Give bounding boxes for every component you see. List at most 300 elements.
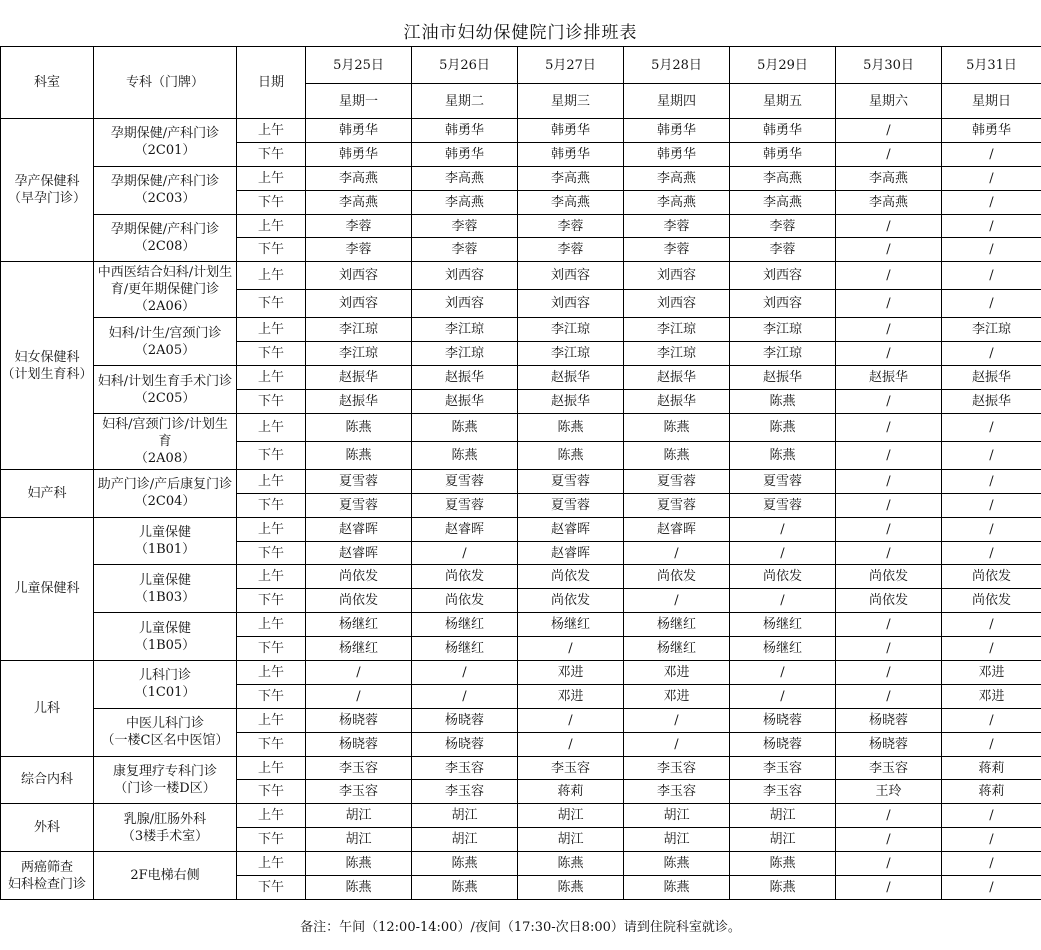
doctor-cell: 赵睿晖 xyxy=(412,517,518,541)
schedule-row xyxy=(1,262,1041,290)
doctor-cell: / xyxy=(836,637,942,661)
doctor-cell: 杨继红 xyxy=(624,637,730,661)
doctor-cell: 李高燕 xyxy=(836,190,942,214)
doctor-cell: 夏雪蓉 xyxy=(518,493,624,517)
period-cell: 下午 xyxy=(237,342,306,366)
doctor-cell: 尚依发 xyxy=(306,565,412,589)
period-cell: 上午 xyxy=(237,613,306,637)
doctor-cell: 杨晓蓉 xyxy=(836,708,942,732)
doctor-cell: 赵睿晖 xyxy=(624,517,730,541)
header-weekday-cell: 星期六 xyxy=(836,84,942,119)
header-date-cell: 5月30日 xyxy=(836,47,942,84)
doctor-cell: 李蓉 xyxy=(518,238,624,262)
doctor-cell: / xyxy=(836,318,942,342)
doctor-cell: / xyxy=(624,732,730,756)
doctor-cell: 李蓉 xyxy=(412,214,518,238)
doctor-cell: 杨继红 xyxy=(518,613,624,637)
doctor-cell: 邓进 xyxy=(942,684,1041,708)
doctor-cell: 胡江 xyxy=(518,828,624,852)
doctor-cell: 胡江 xyxy=(730,828,836,852)
header-date: 日期 xyxy=(237,47,306,119)
doctor-cell: 陈燕 xyxy=(730,390,836,414)
clinic-cell: 妇科/计划生育手术门诊 （2C05） xyxy=(94,366,237,414)
period-cell: 上午 xyxy=(237,517,306,541)
schedule-row xyxy=(1,565,1041,589)
footer-note: 备注：午间（12:00-14:00）/夜间（17:30-次日8:00）请到住院科室就诊。 xyxy=(300,920,741,935)
period-cell: 上午 xyxy=(237,413,306,441)
doctor-cell: / xyxy=(942,342,1041,366)
period-cell: 下午 xyxy=(237,390,306,414)
doctor-cell: 赵睿晖 xyxy=(518,541,624,565)
doctor-cell: / xyxy=(942,262,1041,290)
department-cell: 妇产科 xyxy=(1,469,94,517)
doctor-cell: 陈燕 xyxy=(412,852,518,876)
doctor-cell: 陈燕 xyxy=(730,876,836,900)
header-weekday-cell: 星期四 xyxy=(624,84,730,119)
doctor-cell: / xyxy=(730,661,836,685)
period-cell: 下午 xyxy=(237,684,306,708)
doctor-cell: 刘西容 xyxy=(306,290,412,318)
period-cell: 上午 xyxy=(237,366,306,390)
doctor-cell: / xyxy=(730,684,836,708)
doctor-cell: 李玉容 xyxy=(306,756,412,780)
doctor-cell: 陈燕 xyxy=(306,876,412,900)
doctor-cell: 杨继红 xyxy=(306,637,412,661)
doctor-cell: / xyxy=(730,589,836,613)
schedule-row xyxy=(1,756,1041,780)
doctor-cell: 杨晓蓉 xyxy=(412,708,518,732)
doctor-cell: 李高燕 xyxy=(306,190,412,214)
doctor-cell: 陈燕 xyxy=(306,852,412,876)
doctor-cell: / xyxy=(836,661,942,685)
doctor-cell: 赵振华 xyxy=(306,390,412,414)
header-weekday-cell: 星期五 xyxy=(730,84,836,119)
clinic-cell: 儿童保健 （1B05） xyxy=(94,613,237,661)
doctor-cell: 陈燕 xyxy=(518,852,624,876)
doctor-cell: 韩勇华 xyxy=(306,142,412,166)
doctor-cell: 杨晓蓉 xyxy=(730,732,836,756)
doctor-cell: 尚依发 xyxy=(836,589,942,613)
doctor-cell: / xyxy=(624,541,730,565)
doctor-cell: 李江琼 xyxy=(624,342,730,366)
doctor-cell: / xyxy=(942,541,1041,565)
doctor-cell: 陈燕 xyxy=(412,441,518,469)
doctor-cell: / xyxy=(518,637,624,661)
doctor-cell: 胡江 xyxy=(412,828,518,852)
doctor-cell: 李蓉 xyxy=(730,238,836,262)
doctor-cell: 李江琼 xyxy=(306,318,412,342)
header-date-cell: 5月29日 xyxy=(730,47,836,84)
doctor-cell: 刘西容 xyxy=(624,262,730,290)
doctor-cell: 韩勇华 xyxy=(412,119,518,143)
doctor-cell: 陈燕 xyxy=(412,413,518,441)
header-weekday-cell: 星期日 xyxy=(942,84,1041,119)
doctor-cell: 赵振华 xyxy=(836,366,942,390)
clinic-cell: 孕期保健/产科门诊 （2C03） xyxy=(94,166,237,214)
doctor-cell: / xyxy=(942,637,1041,661)
period-cell: 上午 xyxy=(237,469,306,493)
period-cell: 下午 xyxy=(237,732,306,756)
schedule-row xyxy=(1,661,1041,685)
doctor-cell: 李高燕 xyxy=(836,166,942,190)
header-dept: 科室 xyxy=(1,47,94,119)
doctor-cell: 李江琼 xyxy=(518,318,624,342)
doctor-cell: / xyxy=(942,142,1041,166)
doctor-cell: 夏雪蓉 xyxy=(412,493,518,517)
doctor-cell: 胡江 xyxy=(306,804,412,828)
doctor-cell: / xyxy=(942,828,1041,852)
doctor-cell: / xyxy=(836,262,942,290)
doctor-cell: 赵振华 xyxy=(518,366,624,390)
doctor-cell: 蒋莉 xyxy=(942,780,1041,804)
doctor-cell: 刘西容 xyxy=(730,290,836,318)
doctor-cell: / xyxy=(942,166,1041,190)
doctor-cell: 陈燕 xyxy=(306,441,412,469)
doctor-cell: 蒋莉 xyxy=(518,780,624,804)
doctor-cell: 赵振华 xyxy=(412,366,518,390)
doctor-cell: / xyxy=(412,541,518,565)
schedule-table xyxy=(0,46,1041,900)
doctor-cell: 杨晓蓉 xyxy=(836,732,942,756)
doctor-cell: 韩勇华 xyxy=(518,119,624,143)
doctor-cell: 尚依发 xyxy=(836,565,942,589)
period-cell: 下午 xyxy=(237,190,306,214)
clinic-cell: 儿童保健 （1B03） xyxy=(94,565,237,613)
header-date-cell: 5月28日 xyxy=(624,47,730,84)
clinic-cell: 中医儿科门诊 （一楼C区名中医馆） xyxy=(94,708,237,756)
header-specialty: 专科（门牌） xyxy=(94,47,237,119)
doctor-cell: 夏雪蓉 xyxy=(730,469,836,493)
department-cell: 妇女保健科 （计划生育科） xyxy=(1,262,94,470)
doctor-cell: 杨继红 xyxy=(412,637,518,661)
doctor-cell: 夏雪蓉 xyxy=(518,469,624,493)
doctor-cell: 王玲 xyxy=(836,780,942,804)
doctor-cell: 夏雪蓉 xyxy=(412,469,518,493)
doctor-cell: 尚依发 xyxy=(942,565,1041,589)
doctor-cell: 陈燕 xyxy=(730,852,836,876)
doctor-cell: 赵振华 xyxy=(412,390,518,414)
period-cell: 上午 xyxy=(237,708,306,732)
doctor-cell: 韩勇华 xyxy=(730,142,836,166)
doctor-cell: / xyxy=(836,469,942,493)
doctor-cell: 李玉容 xyxy=(730,780,836,804)
header-date-cell: 5月27日 xyxy=(518,47,624,84)
doctor-cell: 李高燕 xyxy=(518,190,624,214)
doctor-cell: / xyxy=(518,708,624,732)
doctor-cell: 李蓉 xyxy=(306,214,412,238)
period-cell: 上午 xyxy=(237,804,306,828)
doctor-cell: 李蓉 xyxy=(518,214,624,238)
doctor-cell: / xyxy=(836,441,942,469)
clinic-cell: 中西医结合妇科/计划生 育/更年期保健门诊 （2A06） xyxy=(94,262,237,318)
doctor-cell: 李玉容 xyxy=(412,780,518,804)
doctor-cell: 杨继红 xyxy=(306,613,412,637)
doctor-cell: 陈燕 xyxy=(412,876,518,900)
clinic-cell: 康复理疗专科门诊 （门诊一楼D区） xyxy=(94,756,237,804)
doctor-cell: 夏雪蓉 xyxy=(306,469,412,493)
doctor-cell: / xyxy=(306,661,412,685)
doctor-cell: 韩勇华 xyxy=(942,119,1041,143)
doctor-cell: 夏雪蓉 xyxy=(624,493,730,517)
schedule-row xyxy=(1,517,1041,541)
doctor-cell: 胡江 xyxy=(730,804,836,828)
schedule-row xyxy=(1,214,1041,238)
schedule-row xyxy=(1,413,1041,441)
doctor-cell: 李玉容 xyxy=(624,780,730,804)
doctor-cell: 陈燕 xyxy=(624,876,730,900)
doctor-cell: 杨继红 xyxy=(730,637,836,661)
doctor-cell: 刘西容 xyxy=(518,290,624,318)
doctor-cell: 赵睿晖 xyxy=(306,517,412,541)
doctor-cell: / xyxy=(942,238,1041,262)
doctor-cell: / xyxy=(624,708,730,732)
doctor-cell: / xyxy=(836,342,942,366)
period-cell: 下午 xyxy=(237,541,306,565)
clinic-cell: 助产门诊/产后康复门诊 （2C04） xyxy=(94,469,237,517)
doctor-cell: 尚依发 xyxy=(730,565,836,589)
doctor-cell: 李江琼 xyxy=(730,342,836,366)
doctor-cell: 赵睿晖 xyxy=(518,517,624,541)
doctor-cell: 韩勇华 xyxy=(624,119,730,143)
doctor-cell: 李玉容 xyxy=(730,756,836,780)
doctor-cell: 李江琼 xyxy=(942,318,1041,342)
doctor-cell: 韩勇华 xyxy=(306,119,412,143)
doctor-cell: 陈燕 xyxy=(624,413,730,441)
doctor-cell: / xyxy=(942,732,1041,756)
doctor-cell: / xyxy=(836,493,942,517)
doctor-cell: 邓进 xyxy=(518,684,624,708)
doctor-cell: 陈燕 xyxy=(730,413,836,441)
header-row-dates xyxy=(1,47,1041,84)
header-date-cell: 5月26日 xyxy=(412,47,518,84)
schedule-row xyxy=(1,318,1041,342)
doctor-cell: 韩勇华 xyxy=(624,142,730,166)
doctor-cell: 夏雪蓉 xyxy=(730,493,836,517)
doctor-cell: 邓进 xyxy=(624,661,730,685)
doctor-cell: / xyxy=(836,413,942,441)
doctor-cell: 韩勇华 xyxy=(730,119,836,143)
schedule-row xyxy=(1,708,1041,732)
clinic-cell: 孕期保健/产科门诊 （2C01） xyxy=(94,119,237,167)
doctor-cell: 赵振华 xyxy=(942,366,1041,390)
doctor-cell: / xyxy=(836,684,942,708)
period-cell: 上午 xyxy=(237,262,306,290)
doctor-cell: 胡江 xyxy=(306,828,412,852)
doctor-cell: / xyxy=(942,469,1041,493)
doctor-cell: / xyxy=(942,804,1041,828)
doctor-cell: 李蓉 xyxy=(412,238,518,262)
schedule-row xyxy=(1,119,1041,143)
doctor-cell: 赵振华 xyxy=(624,390,730,414)
doctor-cell: 胡江 xyxy=(518,804,624,828)
doctor-cell: 尚依发 xyxy=(412,589,518,613)
period-cell: 上午 xyxy=(237,661,306,685)
doctor-cell: 李蓉 xyxy=(624,238,730,262)
header-weekday-cell: 星期一 xyxy=(306,84,412,119)
doctor-cell: 邓进 xyxy=(518,661,624,685)
doctor-cell: 尚依发 xyxy=(306,589,412,613)
period-cell: 下午 xyxy=(237,142,306,166)
header-weekday-cell: 星期三 xyxy=(518,84,624,119)
clinic-cell: 妇科/宫颈门诊/计划生 育 （2A08） xyxy=(94,413,237,469)
doctor-cell: / xyxy=(836,541,942,565)
doctor-cell: / xyxy=(412,684,518,708)
doctor-cell: 赵振华 xyxy=(518,390,624,414)
period-cell: 下午 xyxy=(237,493,306,517)
doctor-cell: 赵振华 xyxy=(624,366,730,390)
doctor-cell: 杨晓蓉 xyxy=(306,732,412,756)
doctor-cell: 李玉容 xyxy=(624,756,730,780)
schedule-row xyxy=(1,804,1041,828)
period-cell: 上午 xyxy=(237,166,306,190)
doctor-cell: 李高燕 xyxy=(412,190,518,214)
schedule-row xyxy=(1,613,1041,637)
doctor-cell: 尚依发 xyxy=(518,565,624,589)
doctor-cell: 李玉容 xyxy=(836,756,942,780)
doctor-cell: 刘西容 xyxy=(412,290,518,318)
doctor-cell: 尚依发 xyxy=(942,589,1041,613)
doctor-cell: 杨继红 xyxy=(624,613,730,637)
doctor-cell: / xyxy=(836,876,942,900)
department-cell: 儿童保健科 xyxy=(1,517,94,660)
doctor-cell: / xyxy=(942,290,1041,318)
doctor-cell: 刘西容 xyxy=(624,290,730,318)
doctor-cell: 李高燕 xyxy=(412,166,518,190)
doctor-cell: 陈燕 xyxy=(518,876,624,900)
header-weekday-cell: 星期二 xyxy=(412,84,518,119)
doctor-cell: 邓进 xyxy=(624,684,730,708)
doctor-cell: 刘西容 xyxy=(412,262,518,290)
doctor-cell: 李玉容 xyxy=(518,756,624,780)
doctor-cell: 邓进 xyxy=(942,661,1041,685)
doctor-cell: / xyxy=(942,441,1041,469)
doctor-cell: 陈燕 xyxy=(624,852,730,876)
doctor-cell: / xyxy=(836,613,942,637)
doctor-cell: / xyxy=(836,290,942,318)
doctor-cell: 李江琼 xyxy=(412,342,518,366)
doctor-cell: 陈燕 xyxy=(624,441,730,469)
doctor-cell: 李江琼 xyxy=(306,342,412,366)
doctor-cell: / xyxy=(836,238,942,262)
department-cell: 儿科 xyxy=(1,661,94,757)
doctor-cell: 蒋莉 xyxy=(942,756,1041,780)
page-title: 江油市妇幼保健院门诊排班表 xyxy=(403,23,638,43)
doctor-cell: 赵睿晖 xyxy=(306,541,412,565)
schedule-row xyxy=(1,852,1041,876)
period-cell: 上午 xyxy=(237,756,306,780)
doctor-cell: 韩勇华 xyxy=(518,142,624,166)
doctor-cell: 韩勇华 xyxy=(412,142,518,166)
department-cell: 综合内科 xyxy=(1,756,94,804)
doctor-cell: 刘西容 xyxy=(306,262,412,290)
doctor-cell: 李高燕 xyxy=(624,190,730,214)
doctor-cell: 陈燕 xyxy=(518,413,624,441)
clinic-cell: 儿童保健 （1B01） xyxy=(94,517,237,565)
doctor-cell: 陈燕 xyxy=(730,441,836,469)
schedule-body xyxy=(1,119,1041,900)
clinic-cell: 儿科门诊 （1C01） xyxy=(94,661,237,709)
doctor-cell: / xyxy=(942,190,1041,214)
doctor-cell: / xyxy=(624,589,730,613)
doctor-cell: 陈燕 xyxy=(518,441,624,469)
clinic-cell: 乳腺/肛肠外科 （3楼手术室） xyxy=(94,804,237,852)
doctor-cell: / xyxy=(836,804,942,828)
department-cell: 孕产保健科 （早孕门诊） xyxy=(1,119,94,262)
period-cell: 下午 xyxy=(237,290,306,318)
doctor-cell: / xyxy=(942,613,1041,637)
doctor-cell: 李高燕 xyxy=(624,166,730,190)
doctor-cell: / xyxy=(836,828,942,852)
doctor-cell: / xyxy=(306,684,412,708)
doctor-cell: / xyxy=(730,541,836,565)
doctor-cell: / xyxy=(942,493,1041,517)
header-date-cell: 5月31日 xyxy=(942,47,1041,84)
doctor-cell: 夏雪蓉 xyxy=(624,469,730,493)
period-cell: 下午 xyxy=(237,637,306,661)
doctor-cell: 李江琼 xyxy=(624,318,730,342)
doctor-cell: / xyxy=(412,661,518,685)
doctor-cell: 李玉容 xyxy=(412,756,518,780)
doctor-cell: / xyxy=(942,708,1041,732)
doctor-cell: 胡江 xyxy=(412,804,518,828)
doctor-cell: 李江琼 xyxy=(730,318,836,342)
doctor-cell: / xyxy=(730,517,836,541)
doctor-cell: 尚依发 xyxy=(518,589,624,613)
doctor-cell: 李高燕 xyxy=(730,190,836,214)
doctor-cell: 李江琼 xyxy=(518,342,624,366)
doctor-cell: 夏雪蓉 xyxy=(306,493,412,517)
department-cell: 两癌筛查 妇科检查门诊 xyxy=(1,852,94,900)
doctor-cell: 杨继红 xyxy=(730,613,836,637)
doctor-cell: / xyxy=(942,517,1041,541)
doctor-cell: / xyxy=(942,876,1041,900)
doctor-cell: 杨晓蓉 xyxy=(412,732,518,756)
doctor-cell: 李蓉 xyxy=(624,214,730,238)
doctor-cell: 赵振华 xyxy=(942,390,1041,414)
doctor-cell: / xyxy=(836,390,942,414)
doctor-cell: / xyxy=(942,852,1041,876)
doctor-cell: 赵振华 xyxy=(306,366,412,390)
period-cell: 下午 xyxy=(237,589,306,613)
doctor-cell: 刘西容 xyxy=(730,262,836,290)
doctor-cell: 尚依发 xyxy=(412,565,518,589)
doctor-cell: / xyxy=(942,413,1041,441)
period-cell: 上午 xyxy=(237,119,306,143)
doctor-cell: 杨晓蓉 xyxy=(306,708,412,732)
doctor-cell: 李玉容 xyxy=(306,780,412,804)
doctor-cell: 杨继红 xyxy=(412,613,518,637)
doctor-cell: 胡江 xyxy=(624,828,730,852)
schedule-row xyxy=(1,166,1041,190)
doctor-cell: 李高燕 xyxy=(518,166,624,190)
schedule-row xyxy=(1,366,1041,390)
doctor-cell: / xyxy=(836,142,942,166)
doctor-cell: / xyxy=(518,732,624,756)
doctor-cell: 胡江 xyxy=(624,804,730,828)
doctor-cell: 刘西容 xyxy=(518,262,624,290)
doctor-cell: 杨晓蓉 xyxy=(730,708,836,732)
doctor-cell: 李高燕 xyxy=(730,166,836,190)
period-cell: 上午 xyxy=(237,852,306,876)
doctor-cell: 李高燕 xyxy=(306,166,412,190)
clinic-cell: 孕期保健/产科门诊 （2C08） xyxy=(94,214,237,262)
doctor-cell: 李蓉 xyxy=(730,214,836,238)
clinic-cell: 妇科/计生/宫颈门诊 （2A05） xyxy=(94,318,237,366)
doctor-cell: / xyxy=(836,214,942,238)
doctor-cell: 赵振华 xyxy=(730,366,836,390)
doctor-cell: / xyxy=(836,517,942,541)
clinic-cell: 2F电梯右侧 xyxy=(94,852,237,900)
